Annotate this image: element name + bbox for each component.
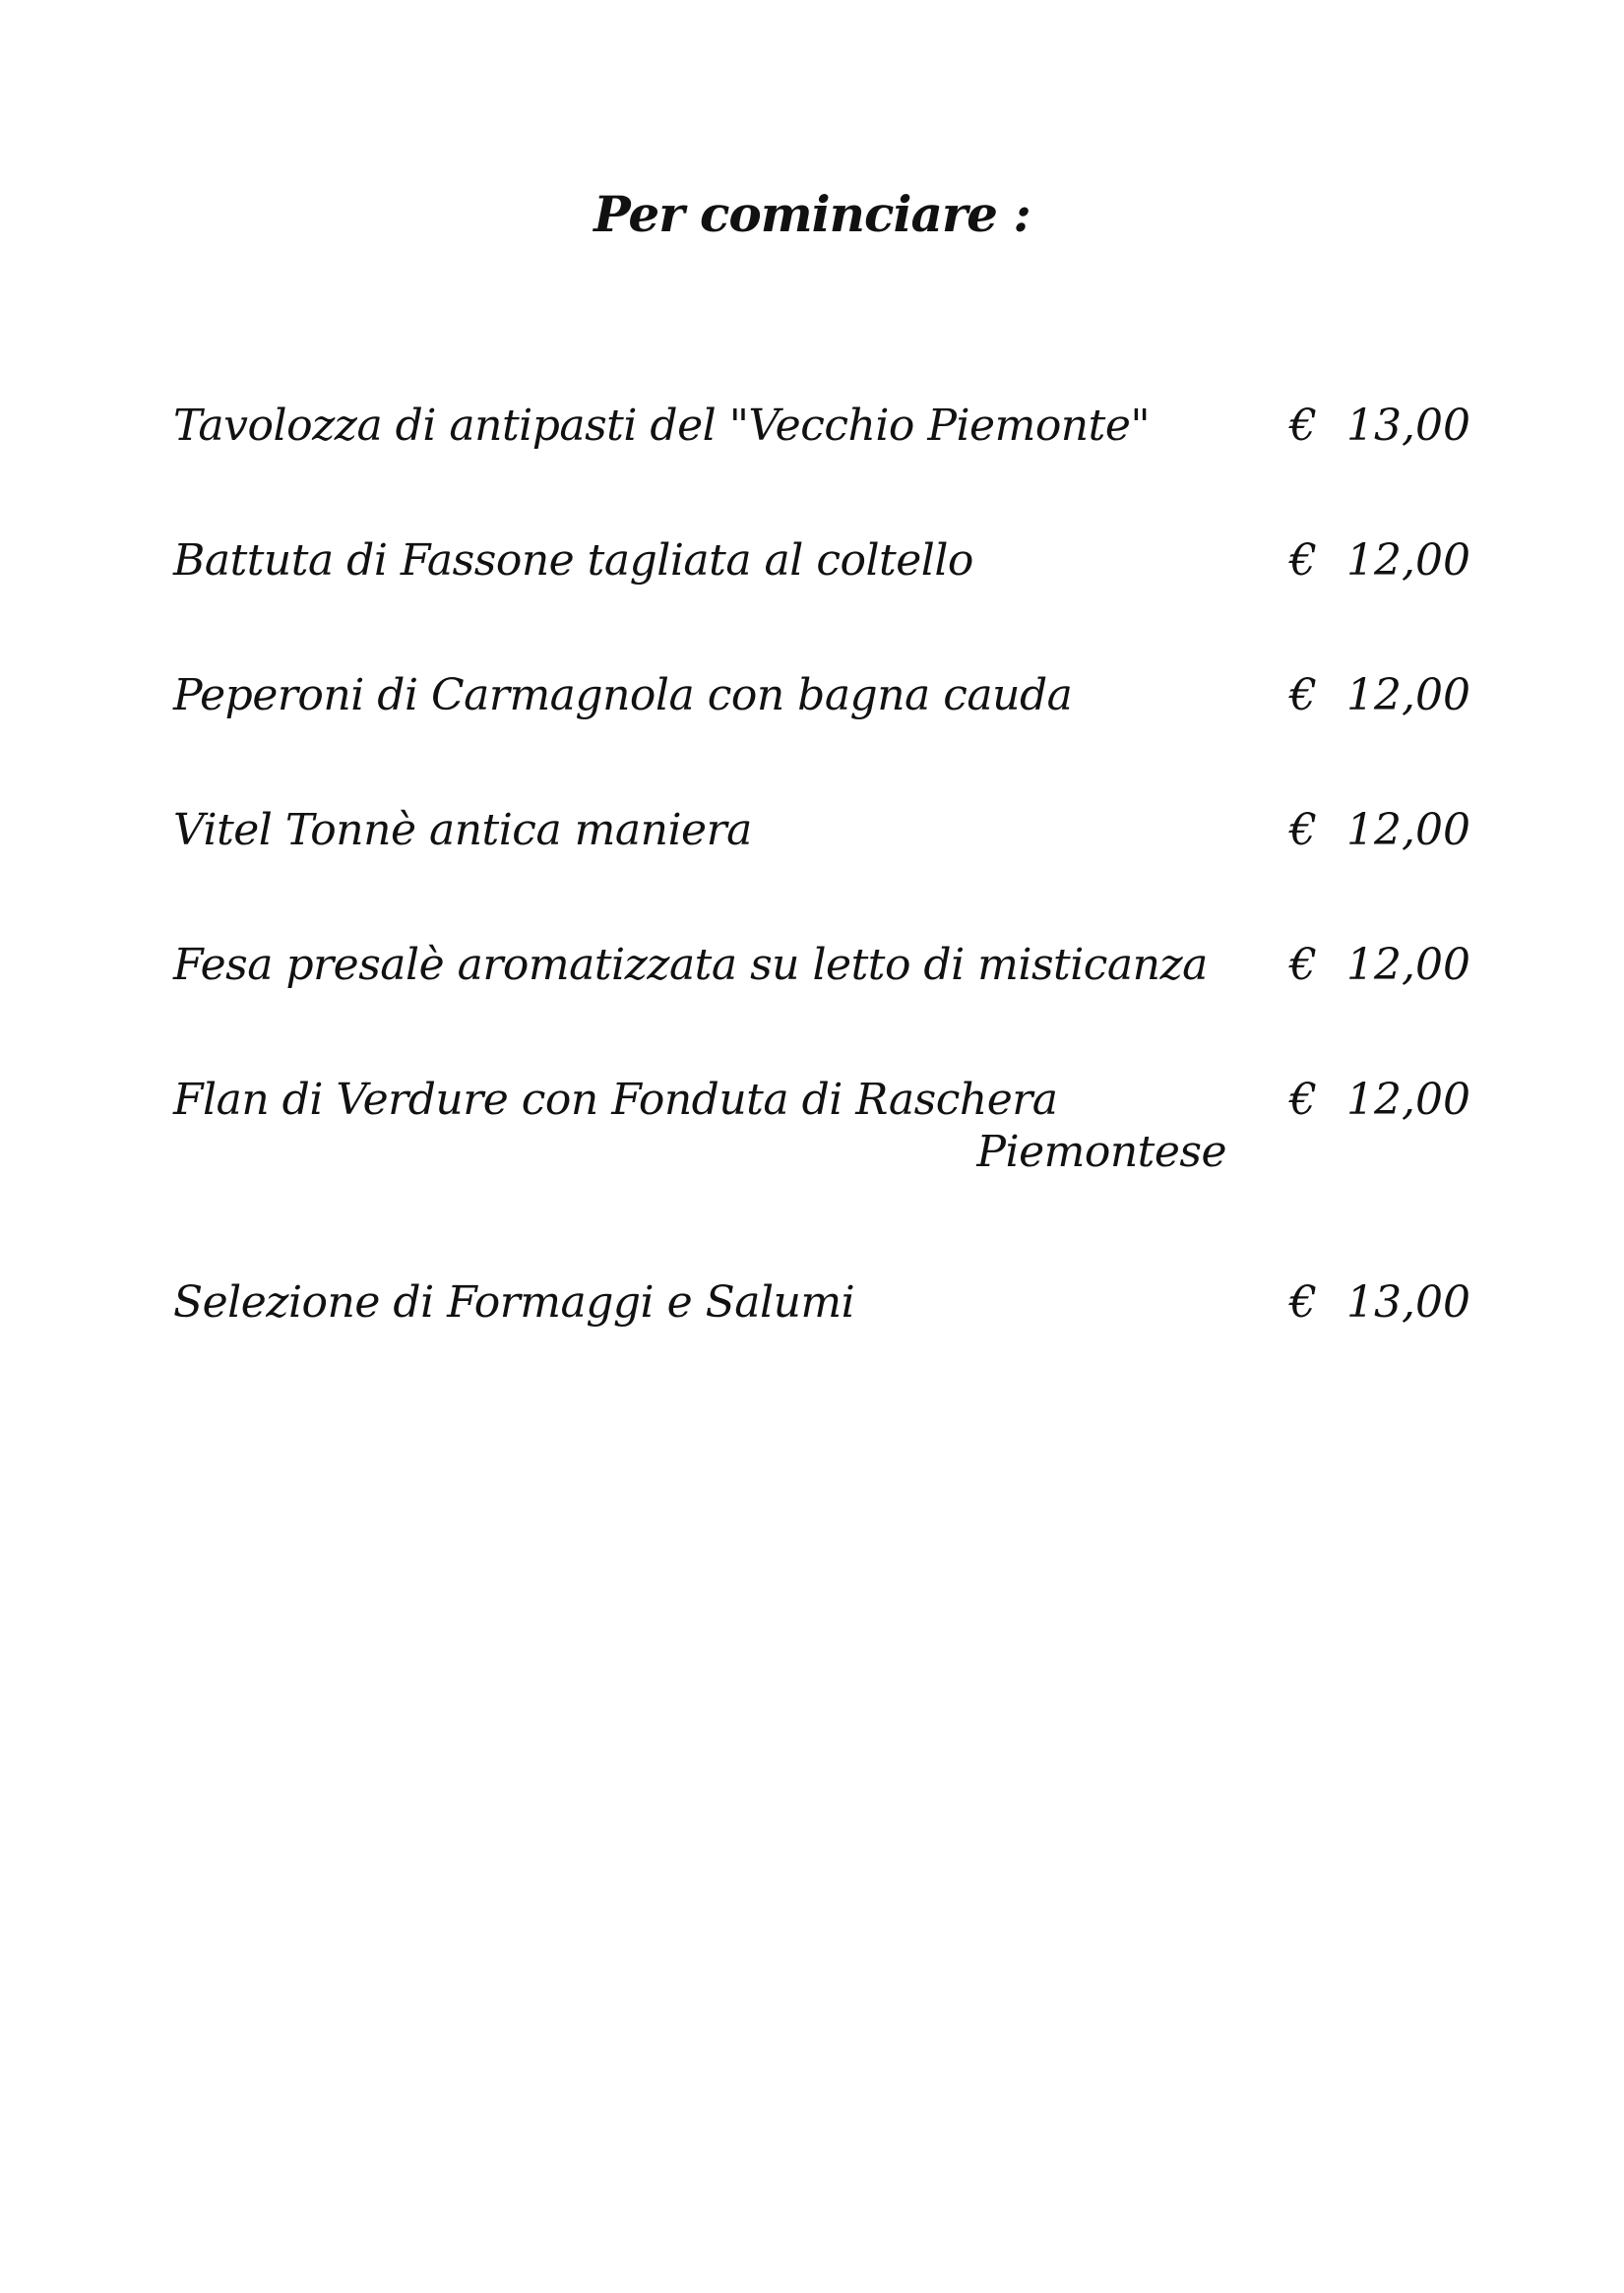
currency-symbol: € bbox=[1289, 535, 1317, 586]
price-value: 12,00 bbox=[1346, 535, 1470, 586]
currency-symbol: € bbox=[1289, 940, 1317, 990]
menu-item bbox=[173, 397, 1482, 456]
menu-item-name: Fesa presalè aromatizzata su letto di misticanza bbox=[173, 940, 1208, 990]
menu-item bbox=[173, 531, 1482, 590]
menu-item-price bbox=[1289, 801, 1470, 860]
menu-item-name: Peperoni di Carmagnola con bagna cauda bbox=[173, 670, 1073, 720]
price-value: 12,00 bbox=[1346, 805, 1470, 855]
menu-item bbox=[173, 1071, 1482, 1177]
menu-item-name-continuation: Piemontese bbox=[976, 1127, 1226, 1177]
currency-symbol: € bbox=[1289, 1075, 1317, 1125]
currency-symbol: € bbox=[1289, 1277, 1317, 1328]
menu-item-price bbox=[1289, 666, 1470, 725]
price-value: 12,00 bbox=[1346, 670, 1470, 720]
currency-symbol: € bbox=[1289, 401, 1317, 451]
menu-item-name: Battuta di Fassone tagliata al coltello bbox=[173, 535, 973, 586]
price-value: 12,00 bbox=[1346, 940, 1470, 990]
menu-item bbox=[173, 666, 1482, 725]
menu-item-name: Selezione di Formaggi e Salumi bbox=[173, 1277, 855, 1328]
price-value: 13,00 bbox=[1346, 401, 1470, 451]
menu-item bbox=[173, 936, 1482, 995]
menu-item-price bbox=[1289, 531, 1470, 590]
menu-item-name: Tavolozza di antipasti del "Vecchio Piemonte" bbox=[173, 401, 1151, 451]
price-value: 13,00 bbox=[1346, 1277, 1470, 1328]
menu-item-price bbox=[1289, 936, 1470, 995]
currency-symbol: € bbox=[1289, 805, 1317, 855]
menu-title: Per cominciare : bbox=[593, 185, 1031, 243]
menu-item-price bbox=[1289, 1071, 1470, 1130]
menu-item-name: Flan di Verdure con Fonduta di Raschera bbox=[173, 1075, 1058, 1125]
menu-item bbox=[173, 1273, 1482, 1332]
price-value: 12,00 bbox=[1346, 1075, 1470, 1125]
menu-item bbox=[173, 801, 1482, 860]
menu-item-name: Vitel Tonnè antica maniera bbox=[173, 805, 752, 855]
menu-item-price bbox=[1289, 1273, 1470, 1332]
currency-symbol: € bbox=[1289, 670, 1317, 720]
menu-item-price bbox=[1289, 397, 1470, 456]
